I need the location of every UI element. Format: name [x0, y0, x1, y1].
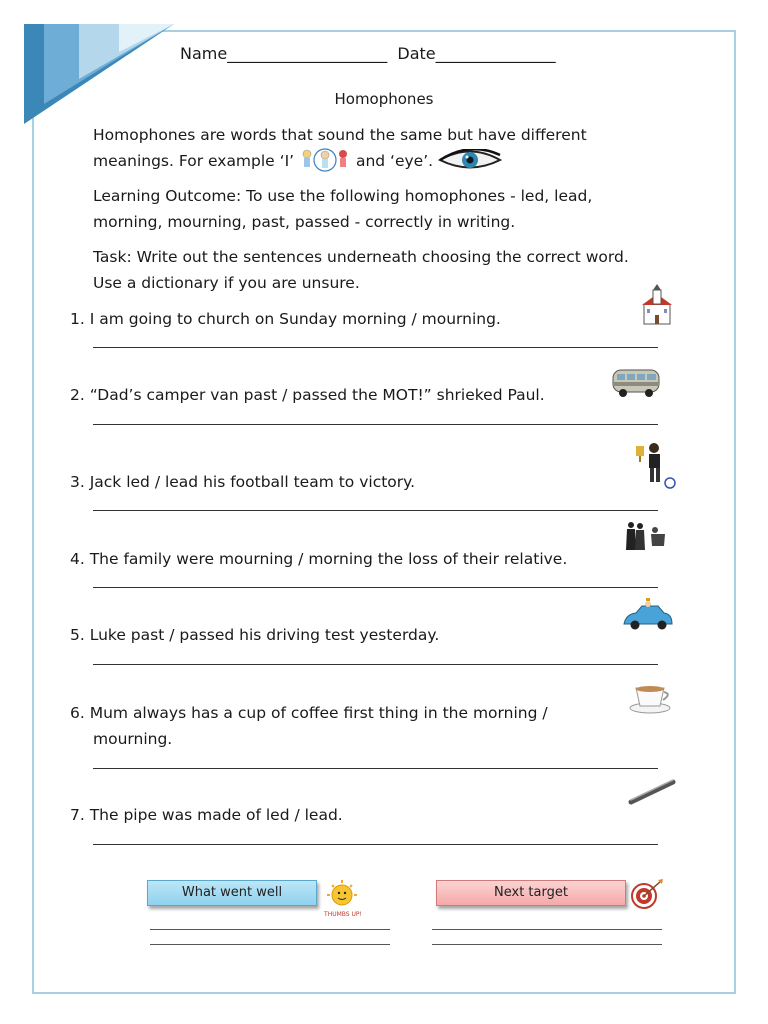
- question-5: 5. Luke past / passed his driving test yesterday.: [70, 626, 440, 644]
- question-4: 4. The family were mourning / morning the loss of their relative.: [70, 550, 568, 568]
- target-writing-line-2: [432, 944, 662, 945]
- question-2: 2. “Dad’s camper van past / passed the MOT!” shrieked Paul.: [70, 386, 545, 404]
- question-3: 3. Jack led / lead his football team to victory.: [70, 473, 416, 491]
- footballer-icon: [634, 440, 678, 490]
- thumbs-up-sun-icon: [320, 878, 366, 920]
- answer-line-4: [93, 587, 658, 588]
- task-instruction: Task: Write out the sentences underneath choosing the correct word. Use a dictionary if you are unsure.: [93, 248, 629, 292]
- camper-van-icon: [611, 366, 661, 400]
- eye-icon: [438, 149, 502, 171]
- well-writing-line-2: [150, 944, 390, 945]
- thumbs-up-label: THUMBS UP!: [324, 911, 362, 918]
- mourners-icon: [624, 520, 668, 552]
- page-border: [32, 30, 736, 994]
- coffee-cup-icon: [628, 682, 674, 714]
- target-writing-line-1: [432, 929, 662, 930]
- what-went-well-box: What went well: [147, 880, 317, 906]
- question-1: 1. I am going to church on Sunday morning / mourning.: [70, 310, 501, 328]
- corner-decoration: [24, 24, 174, 124]
- definition-paragraph: [93, 122, 653, 174]
- question-6: [70, 700, 630, 752]
- car-icon: [622, 598, 676, 634]
- people-icon: [299, 148, 351, 172]
- target-icon: [628, 878, 664, 910]
- definition-and-eye: and ‘eye’.: [355, 152, 434, 170]
- well-writing-line-1: [150, 929, 390, 930]
- church-icon: [638, 284, 676, 326]
- page-title: Homophones: [334, 90, 434, 108]
- question-7: 7. The pipe was made of led / lead.: [70, 806, 343, 824]
- answer-line-5: [93, 664, 658, 665]
- learning-outcome: Learning Outcome: To use the following homophones - led, lead, morning, mourning, past, passed - correctly in writing.: [93, 187, 593, 231]
- next-target-box: Next target: [436, 880, 626, 906]
- answer-line-3: [93, 510, 658, 511]
- answer-line-6: [93, 768, 658, 769]
- pipe-icon: [628, 778, 676, 806]
- answer-line-2: [93, 424, 658, 425]
- question-6-continuation: mourning.: [93, 730, 173, 748]
- question-6-text: 6. Mum always has a cup of coffee first thing in the morning /: [70, 704, 548, 722]
- name-date-line: Name____________________ Date_______________: [180, 44, 556, 63]
- answer-line-1: [93, 347, 658, 348]
- definition-text: Homophones are words that sound the same but have different meanings. For example ‘I’: [93, 126, 587, 170]
- answer-line-7: [93, 844, 658, 845]
